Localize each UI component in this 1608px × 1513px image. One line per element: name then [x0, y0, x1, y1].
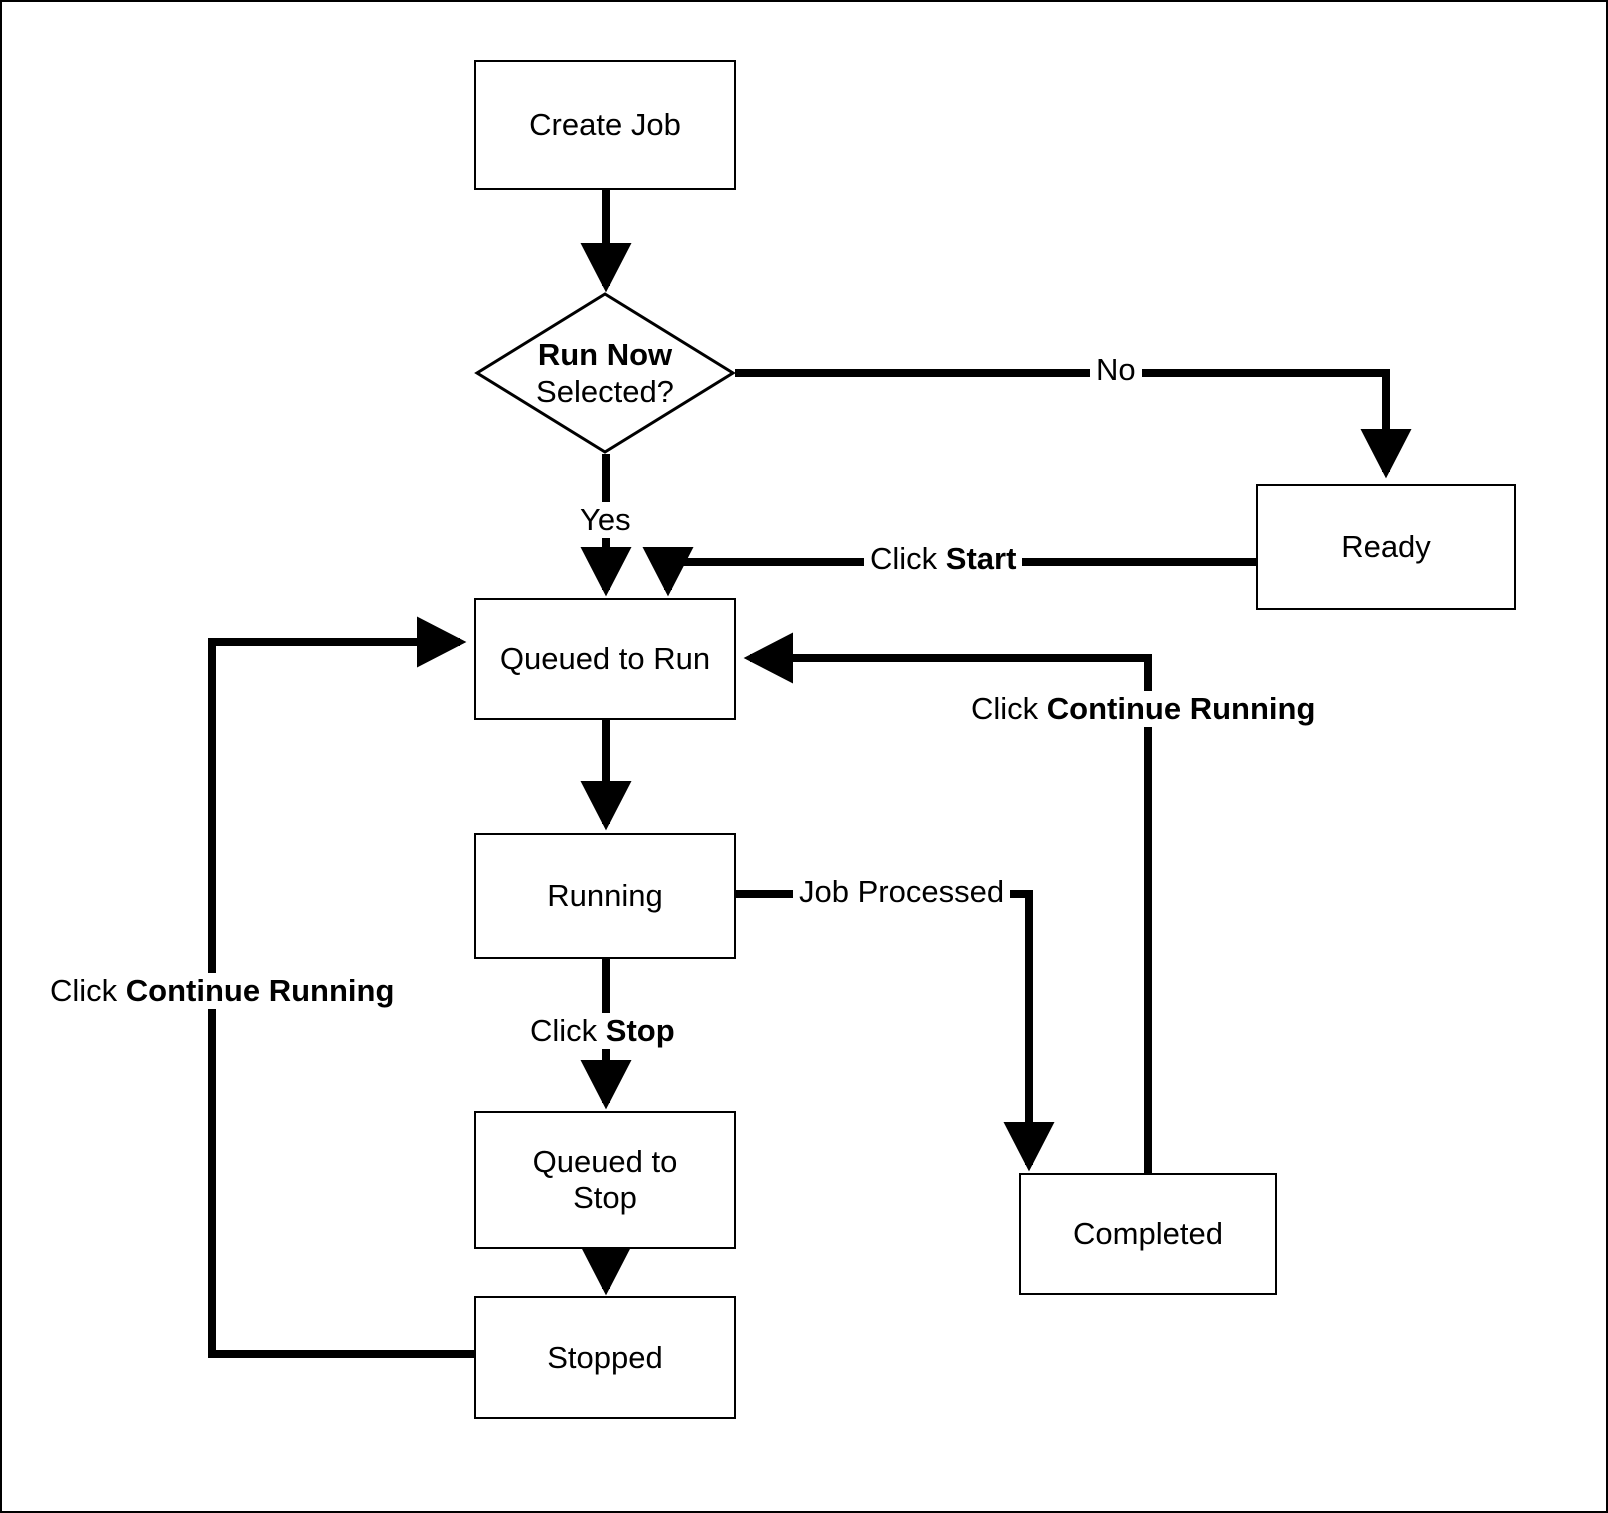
node-completed[interactable]	[1019, 1173, 1277, 1295]
node-stopped-label: Stopped	[547, 1339, 663, 1375]
node-running-label: Running	[547, 878, 663, 914]
edge-label-click-continue-running-left-prefix: Click	[50, 973, 126, 1008]
node-ready[interactable]	[1256, 484, 1516, 610]
connector-layer	[2, 2, 1608, 1513]
node-stopped[interactable]	[474, 1296, 736, 1419]
edge-label-click-start	[864, 541, 1022, 577]
node-completed-label: Completed	[1073, 1216, 1223, 1252]
edge-label-no-text: No	[1096, 352, 1136, 387]
node-running[interactable]	[474, 833, 736, 959]
edge-label-click-stop-prefix: Click	[530, 1013, 606, 1048]
node-ready-label: Ready	[1341, 529, 1431, 565]
node-queued-to-stop[interactable]	[474, 1111, 736, 1249]
edge-label-click-start-prefix: Click	[870, 541, 946, 576]
edge-label-click-stop	[524, 1013, 681, 1049]
node-create-job-label: Create Job	[529, 107, 681, 143]
node-queued-to-run[interactable]	[474, 598, 736, 720]
edge-label-job-processed-text: Job Processed	[799, 874, 1005, 909]
edge-label-job-processed	[793, 874, 1010, 910]
node-run-now-selected[interactable]	[474, 291, 736, 455]
edge-label-click-continue-running-right-prefix: Click	[971, 691, 1047, 726]
node-run-now-rest-label: Selected?	[536, 374, 674, 409]
edge-label-click-continue-running-right-bold: Continue Running	[1046, 691, 1316, 726]
edge-label-click-continue-running-right	[965, 691, 1321, 727]
edge-label-click-stop-bold: Stop	[605, 1013, 675, 1048]
node-queued-to-run-label: Queued to Run	[499, 641, 711, 677]
node-run-now-bold-label: Run Now	[537, 336, 673, 372]
node-create-job[interactable]	[474, 60, 736, 190]
edge-label-click-start-bold: Start	[945, 541, 1017, 576]
node-run-now-selected-label	[474, 291, 736, 455]
edge-label-click-continue-running-left	[44, 973, 400, 1009]
edge-label-click-continue-running-left-bold: Continue Running	[125, 973, 395, 1008]
edge-label-yes-text: Yes	[580, 502, 631, 537]
node-queued-to-stop-label-line2: Stop	[573, 1180, 637, 1215]
edge-label-yes	[574, 502, 637, 538]
edge-label-no	[1090, 352, 1142, 388]
node-queued-to-stop-label-line1: Queued to	[532, 1144, 678, 1180]
